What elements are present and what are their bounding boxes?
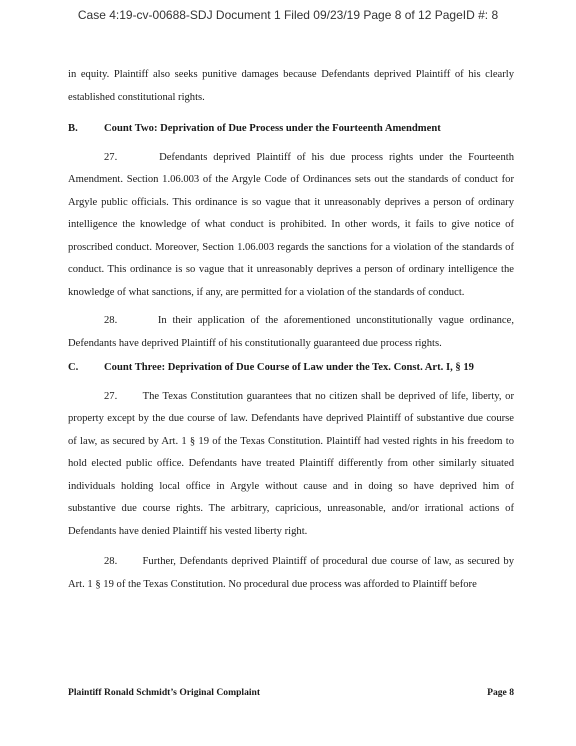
footer-page-number: Page 8 <box>487 687 514 698</box>
paragraph-28-due-process <box>68 310 514 355</box>
footer-title: Plaintiff Ronald Schmidt’s Original Complaint <box>68 687 261 698</box>
paragraph-number: 28. <box>104 315 118 326</box>
continuation-paragraph: in equity. Plaintiff also seeks punitive damages because Defendants deprived Plaintiff of his clearly established constitutional rights. <box>68 69 514 103</box>
paragraph-number: 27. <box>104 390 118 402</box>
section-letter: C. <box>68 362 79 373</box>
paragraph-number: 27. <box>104 151 118 163</box>
section-title: Count Two: Deprivation of Due Process under the Fourteenth Amendment <box>104 123 441 134</box>
section-heading-b <box>68 118 514 141</box>
paragraph-text: The Texas Constitution guarantees that no citizen shall be deprived of life, liberty, or property except by the due course of law. Defendants have deprived Plaintiff of substantive due course of law, as secured by Art. 1 § 19 of the Texas Constitution. Plaintiff had vested rights in his freedom to hold elected public office. Defendants have treated Plaintiff differently from other similarly situated individuals holding local office in Argyle without cause and in doing so have deprived him of substantive due course rights. The arbitrary, capricious, unreasonable, and/or irrational actions of Defendants have denied Plaintiff his vested liberty right. <box>68 390 514 537</box>
paragraph-number: 28. <box>104 556 118 567</box>
paragraph-text: Defendants deprived Plaintiff of his due process rights under the Fourteenth Amendment. Section 1.06.003 of the Argyle Code of Ordinances sets out the standards of conduct for Argyle public officials. This ordinance is so vague that it unreasonably deprives a person of ordinary intelligence the knowledge of what conduct is prohibited. In other words, it fails to give notice of proscribed conduct. Moreover, Section 1.06.003 regards the sanctions for a violation of the standards of conduct. This ordinance is so vague that it unreasonably deprives a person of ordinary intelligence the knowledge of what sanctions, if any, are permitted for a violation of the standards of conduct. <box>68 151 514 298</box>
section-heading-c <box>68 357 514 380</box>
section-letter: B. <box>68 123 78 134</box>
paragraph-27-due-process <box>68 147 514 305</box>
paragraph-text: Further, Defendants deprived Plaintiff of procedural due course of law, as secured by Art. 1 § 19 of the Texas Constitution. No procedural due process was afforded to Plaintiff before <box>68 556 515 590</box>
document-body <box>68 64 514 596</box>
section-title: Count Three: Deprivation of Due Course of Law under the Tex. Const. Art. I, § 19 <box>104 362 474 373</box>
paragraph-text: In their application of the aforementioned unconstitutionally vague ordinance, Defendants have deprived Plaintiff of his constitutionally guaranteed due process rights. <box>68 315 514 349</box>
page-footer <box>68 687 514 698</box>
paragraph-28-due-course <box>68 551 514 596</box>
case-header-stamp: Case 4:19-cv-00688-SDJ Document 1 Filed 09/23/19 Page 8 of 12 PageID #: 8 <box>77 8 499 22</box>
paragraph-27-due-course <box>68 386 514 544</box>
